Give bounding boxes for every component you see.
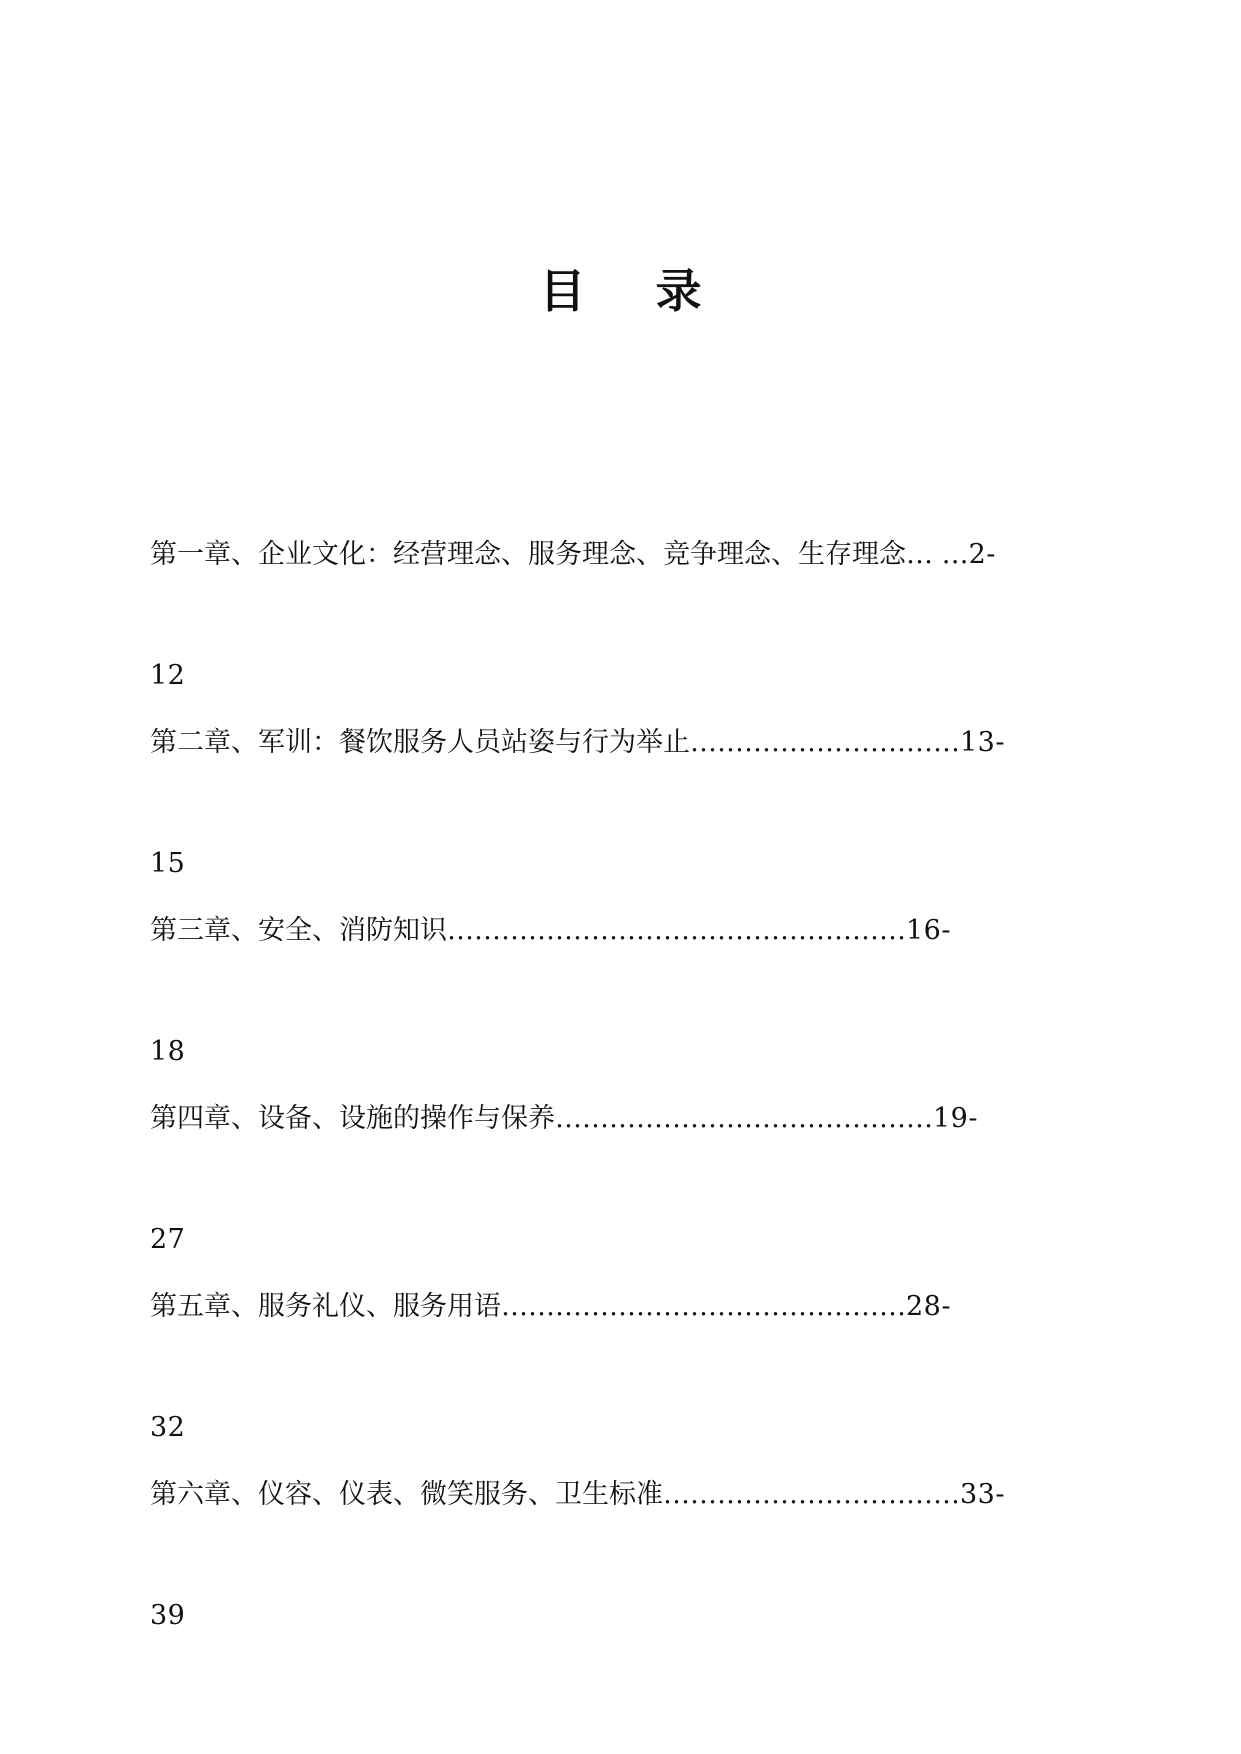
toc-entry-line1: [150, 1475, 1080, 1569]
toc-entry-leader: ……………………………………………: [447, 915, 906, 946]
toc-entry-line1: [150, 911, 1080, 1005]
toc-heading: [0, 264, 1241, 318]
toc-entry-title: 第二章、军训：餐饮服务人员站姿与行为举止: [150, 727, 690, 758]
toc-heading-char-2: 录: [655, 264, 702, 318]
toc-entry-pages-start: 19-: [933, 1103, 978, 1134]
toc-heading-char-1: 目: [539, 264, 586, 318]
toc-entry-pages-start: 13-: [960, 727, 1005, 758]
toc-list: [150, 535, 1080, 1663]
toc-entry-chapter-4[interactable]: [150, 1099, 1080, 1287]
toc-entry-pages-start: 16-: [906, 915, 951, 946]
toc-entry-line1: [150, 723, 1080, 817]
toc-entry-title: 第六章、仪容、仪表、微笑服务、卫生标准: [150, 1479, 663, 1510]
toc-entry-line1: [150, 1099, 1080, 1193]
toc-entry-pages-end: 18: [150, 1036, 186, 1067]
toc-entry-pages-end: 32: [150, 1412, 186, 1443]
toc-entry-chapter-1[interactable]: [150, 535, 1080, 723]
toc-entry-pages-start: 33-: [960, 1479, 1005, 1510]
toc-entry-chapter-5[interactable]: [150, 1287, 1080, 1475]
toc-entry-leader: …………………………: [690, 727, 960, 758]
toc-entry-leader: ………………………………………: [501, 1291, 906, 1322]
toc-entry-title: 第四章、设备、设施的操作与保养: [150, 1103, 555, 1134]
toc-entry-pages-end: 39: [150, 1600, 186, 1631]
toc-entry-chapter-3[interactable]: [150, 911, 1080, 1099]
toc-entry-leader: ……………………………………: [555, 1103, 933, 1134]
toc-entry-line1: [150, 1287, 1080, 1381]
toc-entry-chapter-2[interactable]: [150, 723, 1080, 911]
toc-entry-leader: … …: [906, 539, 969, 570]
toc-entry-pages-end: 15: [150, 848, 186, 879]
toc-entry-leader: ……………………………: [663, 1479, 960, 1510]
toc-entry-title: 第三章、安全、消防知识: [150, 915, 447, 946]
toc-entry-title: 第五章、服务礼仪、服务用语: [150, 1291, 501, 1322]
toc-entry-title: 第一章、企业文化：经营理念、服务理念、竞争理念、生存理念: [150, 539, 906, 570]
toc-entry-line1: [150, 535, 1080, 629]
toc-entry-pages-start: 2-: [968, 539, 996, 570]
toc-entry-pages-start: 28-: [906, 1291, 951, 1322]
toc-entry-chapter-6[interactable]: [150, 1475, 1080, 1663]
toc-entry-pages-end: 12: [150, 660, 186, 691]
toc-entry-pages-end: 27: [150, 1224, 186, 1255]
